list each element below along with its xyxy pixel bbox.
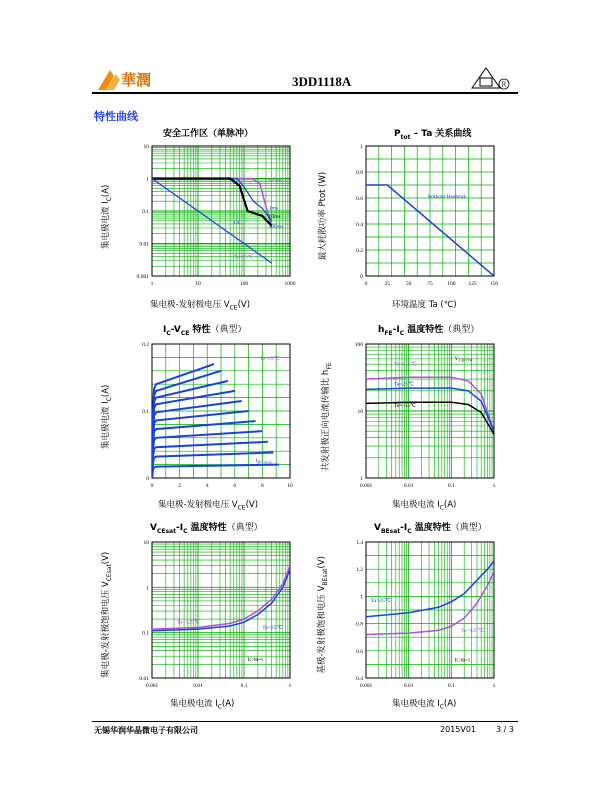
annotation-1: Ta=125℃: [461, 627, 485, 634]
x-tick-label: 6: [233, 483, 237, 489]
hfe-xlabel: 集电极电流 $I_C(A)$: [392, 500, 457, 512]
icvce-chart: [130, 338, 300, 492]
series-line-0: [366, 377, 494, 431]
y-tick-label: 0.2: [142, 342, 149, 348]
x-tick-label: 1: [492, 483, 496, 489]
y-tick-label: 0.6: [356, 648, 363, 655]
x-tick-label: 0.01: [403, 683, 414, 689]
annotation-0: 100μs: [268, 176, 282, 183]
x-tick-label: 0.1: [240, 683, 248, 689]
registered-mark: R: [501, 80, 507, 89]
footer-company: 无锡华润华晶微电子有限公司: [94, 726, 198, 735]
y-tick-label: 0.4: [356, 676, 363, 682]
certification-mark: [470, 66, 510, 90]
annotation-0: Without Heatsink: [427, 194, 467, 200]
annotation-5: Ta=25℃: [233, 254, 254, 261]
y-tick-label: 100: [354, 342, 363, 348]
vbesat-xlabel: 集电极电流 $I_C(A)$: [392, 699, 457, 711]
x-tick-label: 0.01: [193, 683, 203, 689]
y-tick-label: 1: [360, 476, 363, 482]
y-tick-label: 10: [143, 144, 149, 150]
x-tick-label: 0.01: [403, 483, 414, 489]
ptot-ylabel: 最大耗散功率 Ptot (W): [318, 171, 328, 261]
y-tick-label: 1: [360, 594, 363, 601]
y-tick-label: 1: [146, 585, 149, 592]
plot-frame: [152, 542, 290, 678]
y-tick-label: 10: [357, 409, 363, 415]
ptot-chart: [344, 140, 504, 290]
vcesat-chart: [130, 536, 300, 692]
y-tick-label: 0.1: [142, 630, 149, 637]
x-tick-label: 25: [384, 281, 391, 287]
company-logo: [96, 66, 152, 92]
y-tick-label: 0.1: [142, 209, 149, 215]
annotation-sub: CE=5V: [458, 357, 473, 363]
x-tick-label: 1000: [284, 281, 296, 287]
x-tick-label: 1: [150, 281, 154, 287]
cert-icon: [470, 66, 510, 90]
y-tick-label: 1: [146, 176, 149, 183]
annotation-1: Ta=125℃: [393, 361, 417, 368]
x-tick-label: 125: [468, 281, 477, 287]
series-line-1: [366, 388, 494, 431]
y-tick-label: 0.4: [356, 222, 363, 228]
ptot-title: $P_{tot}$ – Ta 关系曲线: [394, 129, 472, 141]
x-tick-label: 0.001: [145, 683, 159, 689]
part-number: 3DD1118A: [292, 74, 352, 89]
series-line-8: [152, 442, 268, 478]
footer-version: 2015V01: [440, 725, 477, 734]
vbesat-chart: [344, 536, 504, 692]
annotation-1: Ta=25℃: [262, 625, 283, 632]
x-tick-label: 1: [492, 683, 496, 689]
annotation-0: $V_{CE=5V}$: [454, 355, 473, 363]
series-line-0: [152, 569, 290, 631]
x-tick-label: 10: [287, 483, 293, 489]
y-tick-label: 0: [360, 274, 363, 280]
soa-chart: [130, 140, 300, 290]
annotation-1: $I_{B=1mA}$: [255, 457, 272, 465]
annotation-0: Ta=25℃: [259, 356, 280, 363]
series-line-6: [152, 421, 256, 478]
y-tick-label: 1.2: [356, 567, 363, 574]
logo-text: 華潤: [121, 73, 152, 89]
hfe-chart: [344, 338, 504, 492]
ptot-xlabel: 环境温度 Ta (℃): [392, 300, 457, 310]
x-tick-label: 100: [239, 281, 249, 287]
header-rule: [92, 92, 518, 94]
x-tick-label: 8: [261, 483, 264, 489]
x-tick-label: 10: [195, 281, 201, 287]
x-tick-label: 75: [427, 281, 433, 287]
soa-title: 安全工作区（单脉冲）: [163, 129, 254, 139]
vbesat-ylabel: 基极-发射极饱和电压 $V_{BEsat}(V)$: [317, 556, 329, 674]
x-tick-label: 100: [447, 281, 456, 287]
annotation-sub: B=1mA: [257, 459, 272, 465]
annotation-3: 100ms: [268, 223, 284, 230]
grid: [366, 542, 494, 678]
annotation-2: 10ms: [268, 214, 281, 221]
x-tick-label: 0.1: [447, 683, 455, 689]
annotation-2: Ta=25℃: [393, 381, 415, 388]
annotation-0: Ta=125℃: [177, 619, 200, 626]
x-tick-label: 4: [205, 483, 209, 489]
y-tick-label: 0.6: [356, 196, 363, 202]
icvce-ylabel: 集电极电流 $I_C(A)$: [101, 384, 113, 450]
soa-xlabel: 集电极-发射极电压 $V_{CE}(V)$: [150, 300, 251, 312]
hfe-ylabel: 共发射极正向电流传输比 $h_{FE}$: [321, 362, 333, 472]
x-tick-label: 50: [405, 281, 412, 287]
soa-ylabel: 集电极电流 $I_C(A)$: [101, 184, 113, 250]
series-line-2: [366, 402, 494, 434]
y-tick-label: 10: [143, 540, 149, 546]
x-tick-label: 150: [489, 281, 499, 287]
hfe-title: $h_{FE}-I_C$ 温度特性（典型）: [378, 325, 480, 337]
y-tick-label: 0.01: [139, 676, 149, 682]
y-tick-label: 0: [146, 476, 149, 482]
grid: [366, 344, 494, 478]
x-tick-label: 2: [178, 483, 181, 489]
annotation-2: IC/IB=5: [247, 656, 264, 663]
y-tick-label: 0.2: [356, 248, 363, 254]
y-tick-label: 1: [360, 144, 363, 150]
icvce-title: $I_C-V_{CE}$ 特性（典型）: [163, 325, 247, 337]
grid: [366, 146, 494, 276]
annotation-3: Ta=-55℃: [393, 402, 416, 409]
y-tick-label: 1.4: [356, 540, 363, 546]
vbesat-title: $V_{BEsat}-I_C$ 温度特性（典型）: [374, 523, 487, 535]
section-title: 特性曲线: [94, 110, 138, 123]
annotation-sub: C/IB=5: [456, 657, 471, 663]
y-tick-label: 0.001: [136, 274, 149, 280]
y-tick-label: 0.01: [139, 241, 149, 248]
x-tick-label: 0.001: [359, 683, 373, 689]
y-tick-label: 0.8: [356, 621, 363, 628]
y-tick-label: 0.8: [356, 170, 363, 176]
footer-page: 3 / 3: [496, 725, 514, 734]
series-line-0: [152, 364, 214, 478]
icvce-xlabel: 集电极-发射极电压 $V_{CE}(V)$: [158, 500, 259, 512]
logo-icon: [96, 66, 152, 92]
grid: [152, 542, 290, 678]
annotation-1: 1ms: [269, 205, 279, 212]
y-tick-label: 0.1: [142, 409, 149, 415]
footer-rule: [92, 721, 518, 722]
vcesat-title: $V_{CEsat}-I_C$ 温度特性（典型）: [150, 523, 263, 535]
annotation-2: IC/IB=5: [454, 657, 471, 664]
x-tick-label: 0.001: [359, 483, 373, 489]
annotation-sub: C/IB=5: [249, 656, 264, 662]
x-tick-label: 0: [150, 483, 154, 489]
x-tick-label: 1: [288, 683, 292, 689]
annotation-4: DC: [233, 219, 242, 226]
annotation-0: Ta=25℃: [370, 597, 392, 604]
x-tick-label: 0.1: [447, 483, 455, 489]
x-tick-label: 0: [364, 281, 368, 287]
series-line-10: [152, 465, 279, 478]
vcesat-xlabel: 集电极电流 $I_C(A)$: [170, 699, 235, 711]
vcesat-ylabel: 集电极-发射极饱和电压 $V_{CEsat}(V)$: [101, 551, 113, 678]
